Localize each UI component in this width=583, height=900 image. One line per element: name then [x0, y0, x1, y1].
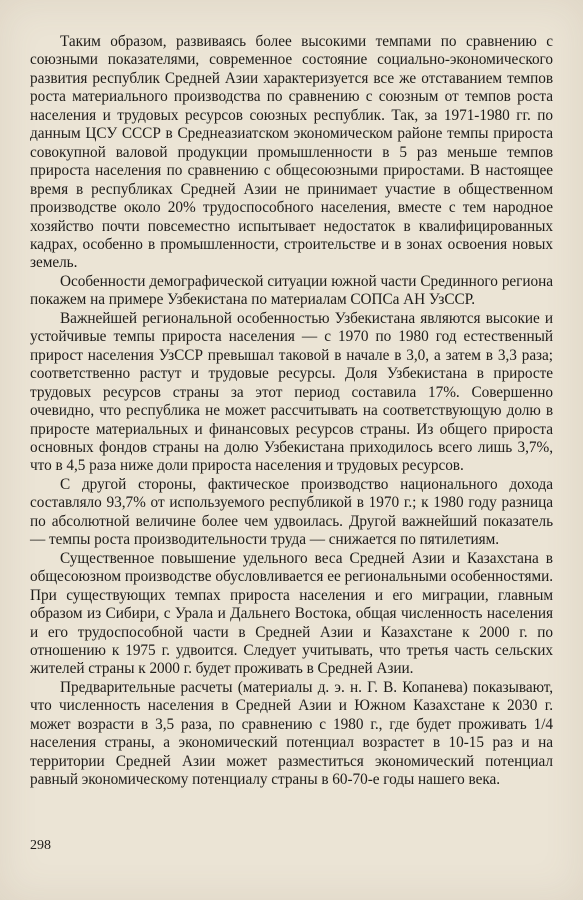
page-number: 298 [30, 838, 51, 853]
body-text [30, 33, 553, 790]
paragraph-2: Особенности демографической ситуации южной части Срединного региона покажем на примере Узбекистана по материалам СОПСа АН УзССР. [30, 272, 553, 309]
paragraph-4: С другой стороны, фактическое производство национального дохода составляло 93,7% от используемого республикой в 1970 г.; к 1980 году разница по абсолютной величине более чем удвоилась. Другой важнейший показатель — темпы роста производительности труда — снижается по пятилетиям. [30, 475, 553, 549]
paragraph-3: Важнейшей региональной особенностью Узбекистана являются высокие и устойчивые темпы прироста населения — с 1970 по 1980 год естественный прирост населения УзССР превышал таковой в начале в 3,0, а затем в 3,3 раза; соответственно растут и трудовые ресурсы. Доля Узбекистана в приросте трудовых ресурсов страны за этот период составила 17%. Совершенно очевидно, что республика не может рассчитывать на соответствующую долю в приросте материальных и финансовых ресурсов страны. Из общего прироста основных фондов страны на долю Узбекистана приходилось всего лишь 3,7%, что в 4,5 раза ниже доли прироста населения и трудовых ресурсов. [30, 309, 553, 475]
paragraph-1: Таким образом, развиваясь более высокими темпами по сравнению с союзными показателями, современное состояние социально-экономического развития республик Средней Азии характеризуется все же отставанием темпов роста материального производства по сравнению с союзным от темпов роста населения и трудовых ресурсов союзных республик. Так, за 1971-1980 гг. по данным ЦСУ СССР в Среднеазиатском экономическом районе темпы прироста совокупной валовой продукции промышленности в 5 раз меньше темпов прироста населения по сравнению с общесоюзными приростами. В настоящее время в республиках Средней Азии не принимает участие в общественном производстве около 20% трудоспособного населения, вместе с тем народное хозяйство почти повсеместно испытывает недостаток в квалифицированных кадрах, особенно в промышленности, строительстве и в зонах освоения новых земель. [30, 33, 553, 272]
paragraph-5: Существенное повышение удельного веса Средней Азии и Казахстана в общесоюзном производстве обусловливается ее региональными особенностями. При существующих темпах прироста населения и его миграции, главным образом из Сибири, с Урала и Дальнего Востока, общая численность населения и его трудоспособной части в Средней Азии и Казахстане к 2000 г. по отношению к 1975 г. удвоится. Следует учитывать, что третья часть сельских жителей страны к 2000 г. будет проживать в Средней Азии. [30, 549, 553, 678]
paragraph-6: Предварительные расчеты (материалы д. э. н. Г. В. Копанева) показывают, что численность населения в Средней Азии и Южном Казахстане к 2030 г. может возрасти в 3,5 раза, по сравнению с 1980 г., где будет проживать 1/4 населения страны, а экономический потенциал возрастет в 10-15 раз и на территории Средней Азии может разместиться экономический потенциал равный экономическому потенциалу страны в 60-70-е годы нашего века. [30, 678, 553, 789]
